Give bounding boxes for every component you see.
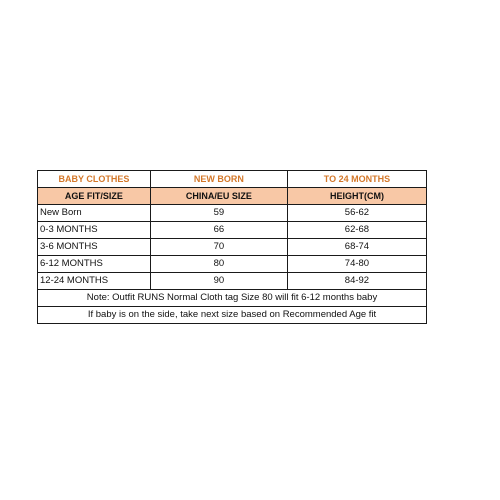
height-cell: 56-62: [287, 205, 426, 222]
size-cell: 80: [150, 256, 287, 273]
size-cell: 90: [150, 273, 287, 290]
note-text: Note: Outfit RUNS Normal Cloth tag Size 80 will fit 6-12 months baby: [38, 290, 427, 307]
age-cell: 0-3 MONTHS: [38, 222, 151, 239]
title-row: [38, 171, 427, 188]
table-row: [38, 222, 427, 239]
header-age-fit-size: AGE FIT/SIZE: [38, 188, 151, 205]
age-cell: 12-24 MONTHS: [38, 273, 151, 290]
height-cell: 74-80: [287, 256, 426, 273]
header-china-eu-size: CHINA/EU SIZE: [150, 188, 287, 205]
size-chart-table: [37, 170, 427, 324]
title-cell-to-24-months: TO 24 MONTHS: [287, 171, 426, 188]
table-row: [38, 239, 427, 256]
table-row: [38, 256, 427, 273]
table-row: [38, 205, 427, 222]
height-cell: 84-92: [287, 273, 426, 290]
size-cell: 66: [150, 222, 287, 239]
note-row: [38, 307, 427, 324]
title-cell-new-born: NEW BORN: [150, 171, 287, 188]
size-cell: 70: [150, 239, 287, 256]
note-row: [38, 290, 427, 307]
size-cell: 59: [150, 205, 287, 222]
age-cell: 6-12 MONTHS: [38, 256, 151, 273]
note-text: If baby is on the side, take next size based on Recommended Age fit: [38, 307, 427, 324]
height-cell: 68-74: [287, 239, 426, 256]
title-cell-baby-clothes: BABY CLOTHES: [38, 171, 151, 188]
age-cell: New Born: [38, 205, 151, 222]
header-row: [38, 188, 427, 205]
table-row: [38, 273, 427, 290]
height-cell: 62-68: [287, 222, 426, 239]
header-height-cm: HEIGHT(CM): [287, 188, 426, 205]
age-cell: 3-6 MONTHS: [38, 239, 151, 256]
